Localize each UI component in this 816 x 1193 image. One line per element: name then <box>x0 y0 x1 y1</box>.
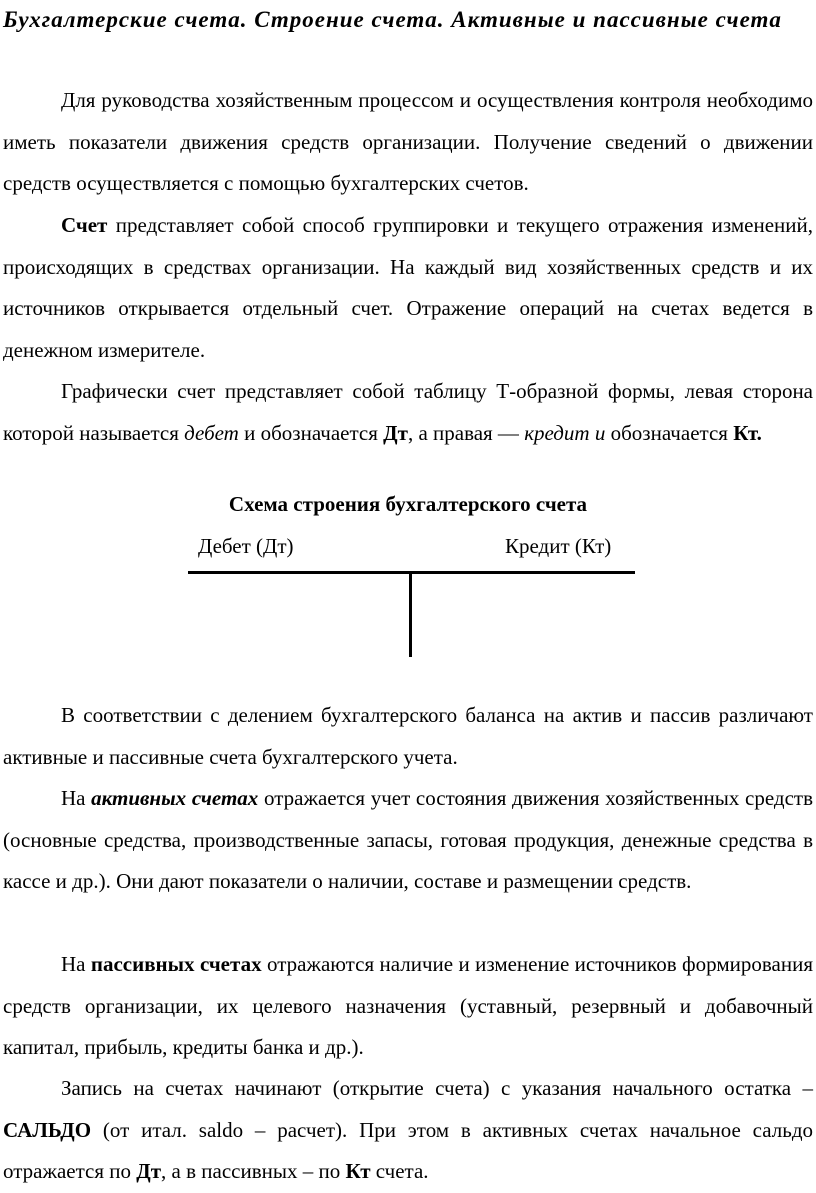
abbr-credit: Кт. <box>733 420 762 445</box>
text-fragment: отражаются наличие и изменение источников формирования средств организации, их целевого назначения (уставный, резервный и добавочный капитал, прибыль, кредиты банка и др.). <box>3 952 813 1059</box>
text-fragment: Графически счет представляет собой таблицу Т-образной формы, левая сторона которой называется <box>3 379 813 445</box>
abbr-credit: Кт <box>345 1159 371 1183</box>
diagram-credit-label: Кредит (Кт) <box>505 534 612 558</box>
paragraph-intro-text: Для руководства хозяйственным процессом и осуществления контроля необходимо иметь показатели движения средств организации. Получение сведений о движении средств осуществляется с помощью бухгалтерских счетов. <box>3 88 813 195</box>
paragraph-intro <box>3 80 813 205</box>
term-passive-accounts: пассивных счетах <box>90 952 262 976</box>
paragraph-saldo <box>3 1068 813 1193</box>
diagram-title: Схема строения бухгалтерского счета <box>228 492 588 516</box>
text-fragment: обозначается <box>605 420 734 445</box>
term-debit: дебет <box>184 420 239 445</box>
text-fragment: На <box>61 952 91 976</box>
paragraph-t-account <box>3 371 813 454</box>
term-account: Счет <box>61 213 108 237</box>
document-title: Бухгалтерские счета. Строение счета. Активные и пассивные счета <box>3 7 782 32</box>
text-fragment: Запись на счетах начинают (открытие счета) с указания начального остатка – <box>61 1076 813 1100</box>
text-fragment: и обозначается <box>238 420 384 445</box>
text-fragment: отражается учет состояния движения хозяйственных средств (основные средства, производственные запасы, готовая продукция, денежные средства в кассе и др.). Они дают показатели о наличии, составе и размещении средств. <box>3 786 813 893</box>
paragraph-account-definition-text: представляет собой способ группировки и текущего отражения изменений, происходящих в средствах организации. На каждый вид хозяйственных средств и их источников открывается отдельный счет. Отражение операций на счетах ведется в денежном измерителе. <box>3 213 813 362</box>
paragraph-passive-accounts <box>3 944 813 1069</box>
text-fragment: , а правая — <box>407 420 525 445</box>
text-fragment: (от итал. saldo – расчет). При этом в активных счетах начальное сальдо отражается по <box>3 1117 813 1183</box>
t-account-vertical-line <box>409 571 412 657</box>
abbr-debit: Дт <box>136 1159 162 1183</box>
text-fragment: счета. <box>370 1159 429 1183</box>
text-fragment: , а в пассивных – по <box>161 1159 346 1183</box>
term-credit: кредит и <box>524 420 606 445</box>
paragraph-active-passive-text: В соответствии с делением бухгалтерского баланса на актив и пассив различают активные и пассивные счета бухгалтерского учета. <box>3 703 813 769</box>
paragraph-active-accounts <box>3 778 813 903</box>
text-fragment: На <box>61 786 92 810</box>
diagram-debit-label: Дебет (Дт) <box>198 534 294 558</box>
term-active-accounts: активных счетах <box>91 786 259 810</box>
paragraph-account-definition <box>3 205 813 371</box>
term-saldo: САЛЬДО <box>3 1117 92 1142</box>
paragraph-active-passive <box>3 695 813 778</box>
abbr-debit: Дт <box>383 420 408 445</box>
